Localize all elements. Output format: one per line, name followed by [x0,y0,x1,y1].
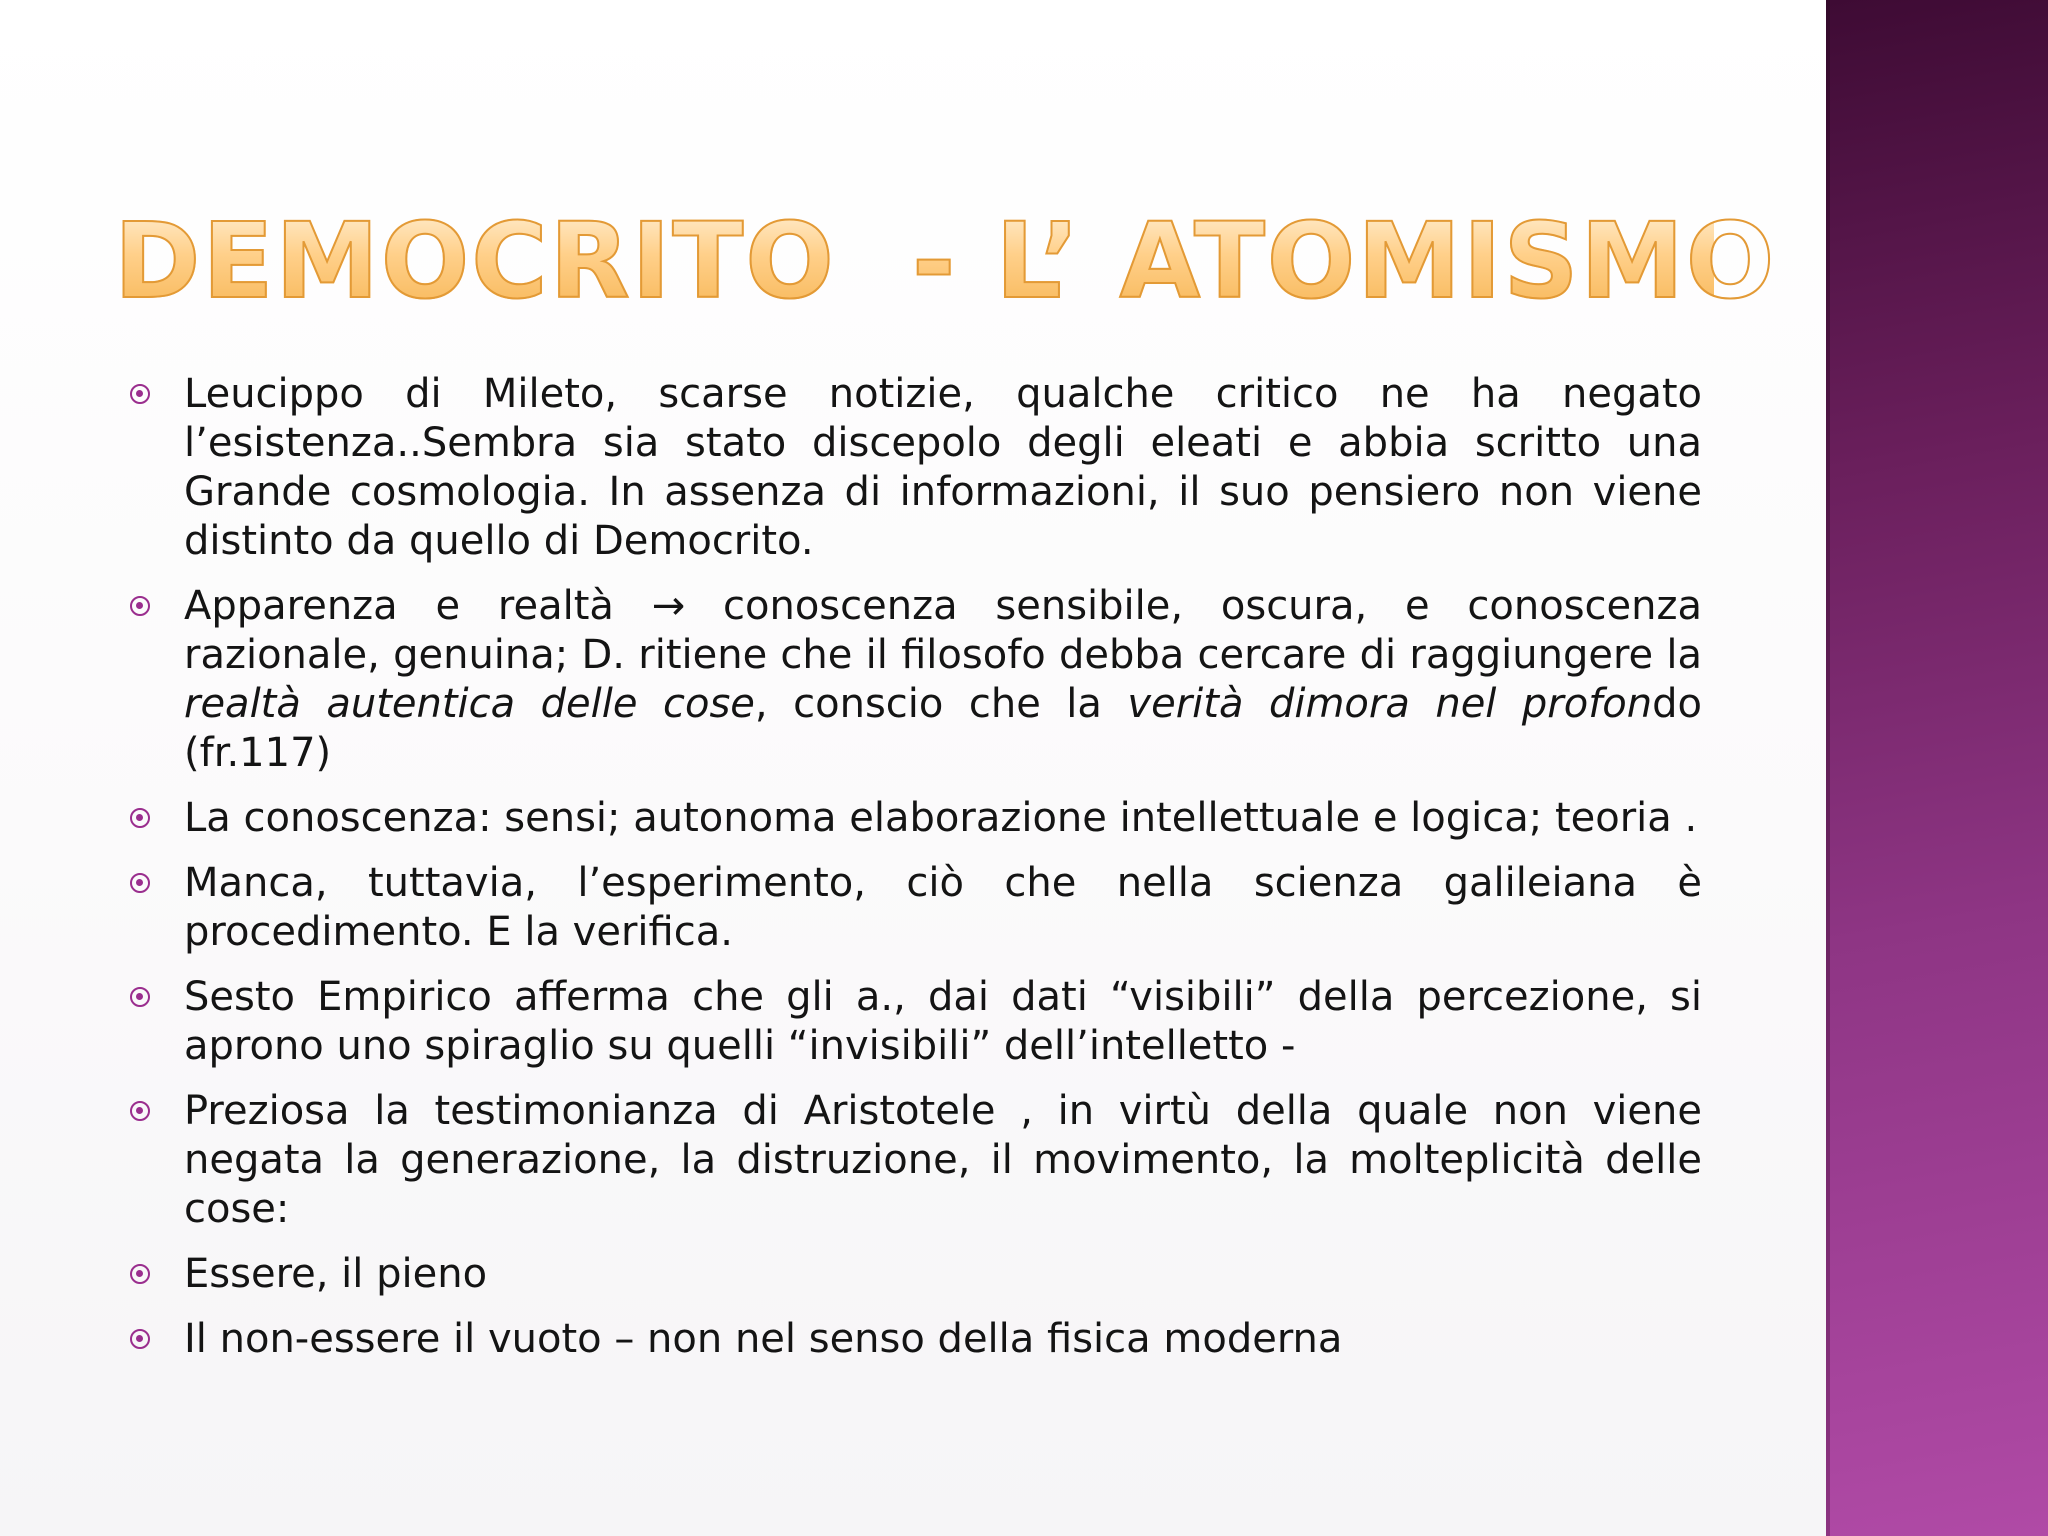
circle-dot-bullet-icon [130,384,150,404]
circle-dot-bullet-icon [130,873,150,893]
bullet-text: Preziosa la testimonianza di Aristotele , in virtù della quale non viene negata la generazione, la distruzione, il movimento, la molteplicità delle cose: [184,1088,1702,1232]
bullet-text: Essere, il pieno [184,1251,488,1297]
bullet-text: Il non-essere il vuoto – non nel senso della fisica moderna [184,1316,1343,1362]
slide-title: DEMOCRITO - L’ ATOMISMO [114,196,1714,326]
circle-dot-bullet-icon [130,987,150,1007]
bullet-item-4 [130,859,1702,957]
bullet-text: Sesto Empirico afferma che gli a., dai dati “visibili” della percezione, si aprono uno spiraglio su quelli “invisibili” dell’intelletto - [184,974,1702,1069]
circle-dot-bullet-icon [130,808,150,828]
bullet-text: Manca, tuttavia, l’esperimento, ciò che nella scienza galileiana è procedimento. E la verifica. [184,860,1702,955]
bullet-text-part: do (fr.117) [184,681,1702,776]
circle-dot-bullet-icon [130,596,150,616]
bullet-text [184,583,1702,776]
bullet-item-6 [130,1087,1702,1234]
bullet-list [130,370,1702,1380]
italic-phrase: realtà autentica delle cose [184,681,755,727]
bullet-item-7 [130,1250,1702,1299]
circle-dot-bullet-icon [130,1101,150,1121]
bullet-item-1 [130,370,1702,566]
bullet-text: La conoscenza: sensi; autonoma elaborazione intellettuale e logica; teoria . [184,795,1698,841]
bullet-item-8 [130,1315,1702,1364]
bullet-item-3 [130,794,1702,843]
bullet-text: Leucippo di Mileto, scarse notizie, qualche critico ne ha negato l’esistenza..Sembra sia stato discepolo degli eleati e abbia scritto una Grande cosmologia. In assenza di informazioni, il suo pensiero non viene distinto da quello di Democrito. [184,371,1702,564]
bullet-text-part: , conscio che la [754,681,1128,727]
circle-dot-bullet-icon [130,1264,150,1284]
bullet-item-5 [130,973,1702,1071]
decorative-side-band [1826,0,2048,1536]
italic-phrase: verità dimora nel profon [1127,681,1653,727]
circle-dot-bullet-icon [130,1329,150,1349]
bullet-item-2 [130,582,1702,778]
bullet-text-part: Apparenza e realtà → conoscenza sensibile, oscura, e conoscenza razionale, genuina; D. ritiene che il filosofo debba cercare di raggiungere la [184,583,1702,678]
